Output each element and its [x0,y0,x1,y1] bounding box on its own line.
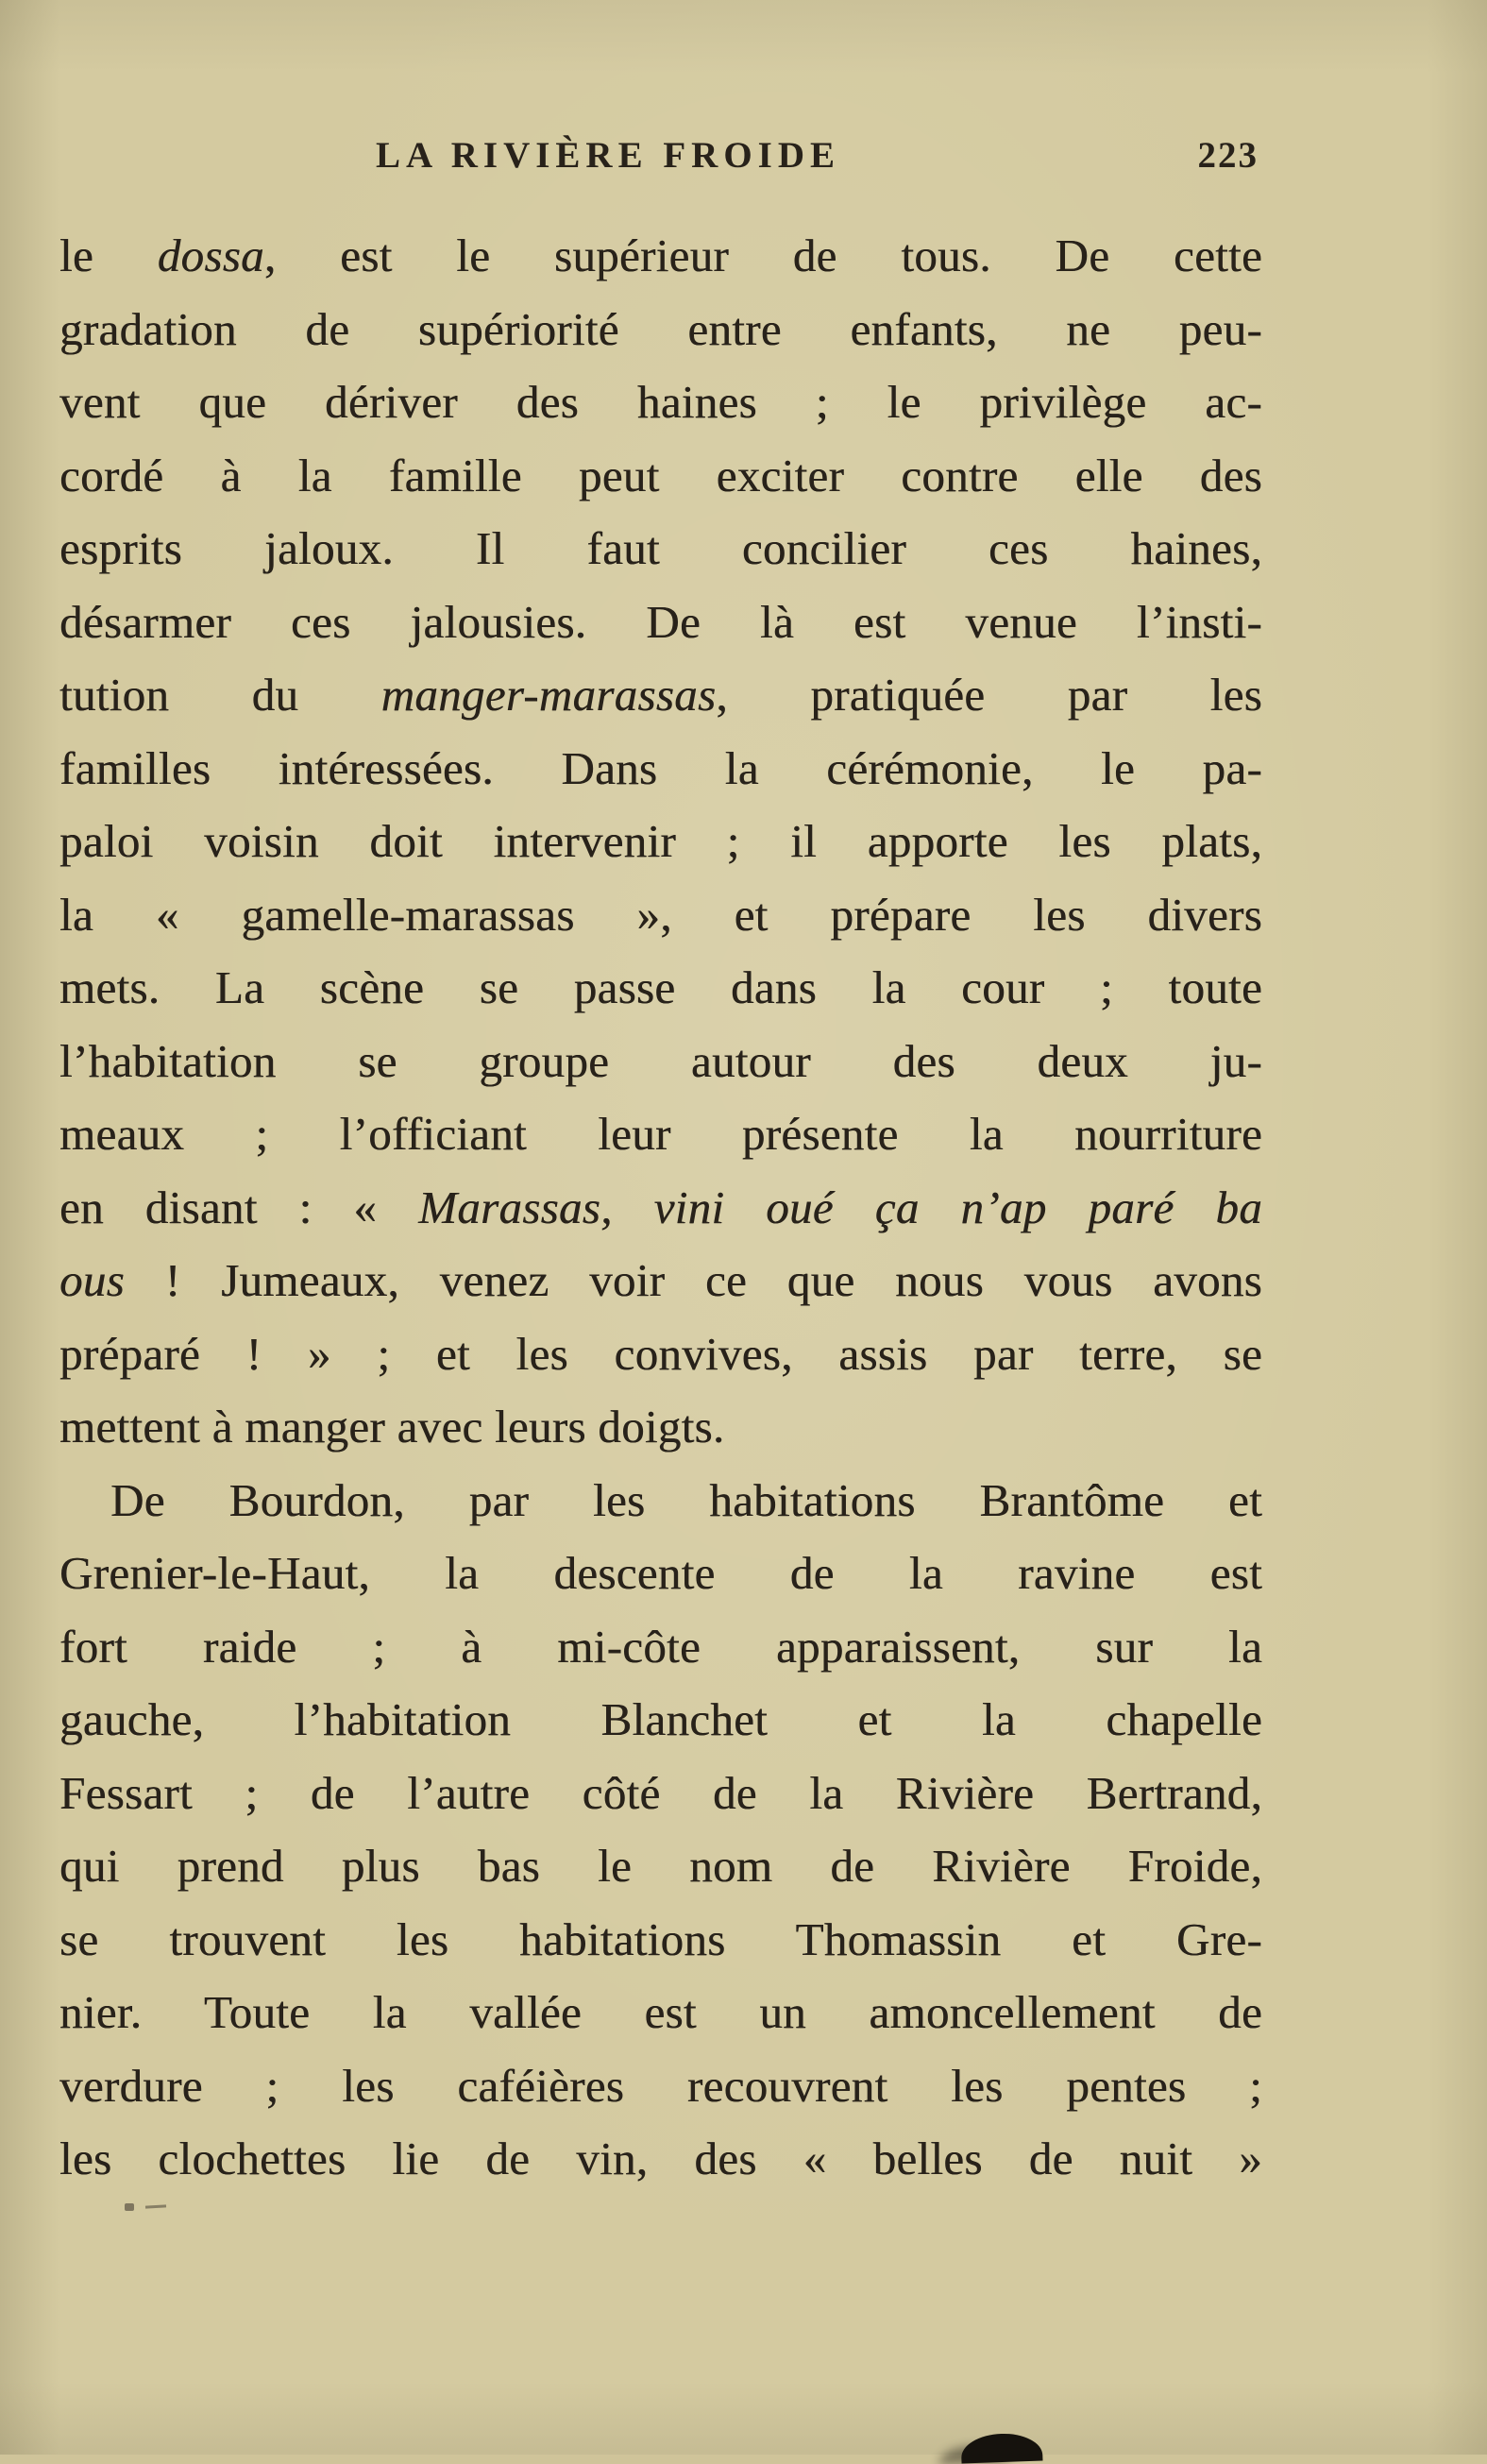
text-line [59,293,1262,366]
text-line [59,2122,1262,2196]
text-segment: désarmer ces jalousies. De là est venue l’insti- [59,595,1262,648]
text-line [59,1317,1262,1391]
text-line [59,951,1262,1025]
text-line [59,2049,1262,2123]
text-line [59,512,1262,586]
text-segment: verdure ; les caféières recouvrent les pentes ; [59,2059,1262,2112]
text-segment: esprits jaloux. Il faut concilier ces haines, [59,522,1262,574]
text-segment: nier. Toute la vallée est un amoncellement de [59,1986,1262,2038]
text-line [59,439,1262,513]
text-line [59,365,1262,439]
italic-text-segment: ous [59,1254,125,1306]
text-line [59,1757,1262,1830]
text-line [59,1464,1262,1538]
text-segment: fort raide ; à mi-côte apparaissent, sur la [59,1620,1262,1673]
page-header [59,134,1260,183]
text-segment: mettent à manger avec leurs doigts. [59,1401,725,1453]
text-line [59,1025,1262,1098]
text-line [59,1171,1262,1245]
text-line [59,219,1262,293]
text-segment: en disant : « [59,1181,419,1233]
text-segment: la « gamelle-marassas », et prépare les divers [59,888,1262,941]
text-segment: De Bourdon, par les habitations Brantôme et [110,1473,1262,1526]
page-number: 223 [1197,135,1259,176]
text-segment: paloi voisin doit intervenir ; il apporte les plats, [59,815,1262,867]
text-segment: tution du [59,669,381,721]
text-segment: les clochettes lie de vin, des « belles de nuit » [59,2133,1262,2184]
text-segment: meaux ; l’officiant leur présente la nourriture [59,1108,1262,1160]
text-line [59,586,1262,659]
text-segment: , pratiquée par les [716,669,1262,721]
italic-text-segment: manger-marassas [380,669,717,721]
page-edge-smudge [961,2433,1043,2464]
text-segment: mets. La scène se passe dans la cour ; toute [59,961,1262,1013]
text-segment: vent que dériver des haines ; le privilège ac- [59,376,1262,428]
text-segment: gradation de supériorité entre enfants, ne peu- [59,302,1262,355]
text-line [59,1976,1262,2049]
text-line [59,805,1262,878]
text-line [59,1244,1262,1317]
text-line [59,1097,1262,1171]
text-segment: , est le supérieur de tous. De cette [263,229,1262,281]
text-line [59,732,1262,806]
text-segment: préparé ! » ; et les convives, assis par terre, se [59,1327,1262,1380]
text-segment: ! Jumeaux, venez voir ce que nous vous avons [124,1254,1262,1306]
text-line [59,1903,1262,1977]
text-segment: qui prend plus bas le nom de Rivière Froide, [59,1840,1262,1892]
text-segment: Fessart ; de l’autre côté de la Rivière Bertrand, [59,1766,1262,1819]
text-segment: familles intéressées. Dans la cérémonie, le pa- [59,741,1262,794]
ink-mark [125,2202,168,2211]
running-title: LA RIVIÈRE FROIDE [375,135,841,176]
italic-text-segment: Marassas, vini oué ça n’ap paré ba [418,1181,1263,1233]
text-segment: Grenier-le-Haut, la descente de la ravine est [59,1547,1262,1599]
text-line [59,1390,1262,1464]
text-line [59,1537,1262,1610]
text-line [59,878,1262,952]
text-line [59,1683,1262,1757]
text-block [59,219,1262,2196]
italic-text-segment: dossa [157,229,264,281]
text-segment: le [59,229,158,281]
text-segment: gauche, l’habitation Blanchet et la chapelle [59,1693,1262,1745]
text-line [59,1610,1262,1684]
text-segment: l’habitation se groupe autour des deux ju- [59,1034,1262,1087]
text-line [59,658,1262,732]
text-line [59,1829,1262,1903]
text-segment: cordé à la famille peut exciter contre elle des [59,449,1262,501]
text-segment: se trouvent les habitations Thomassin et Gre- [59,1912,1262,1965]
